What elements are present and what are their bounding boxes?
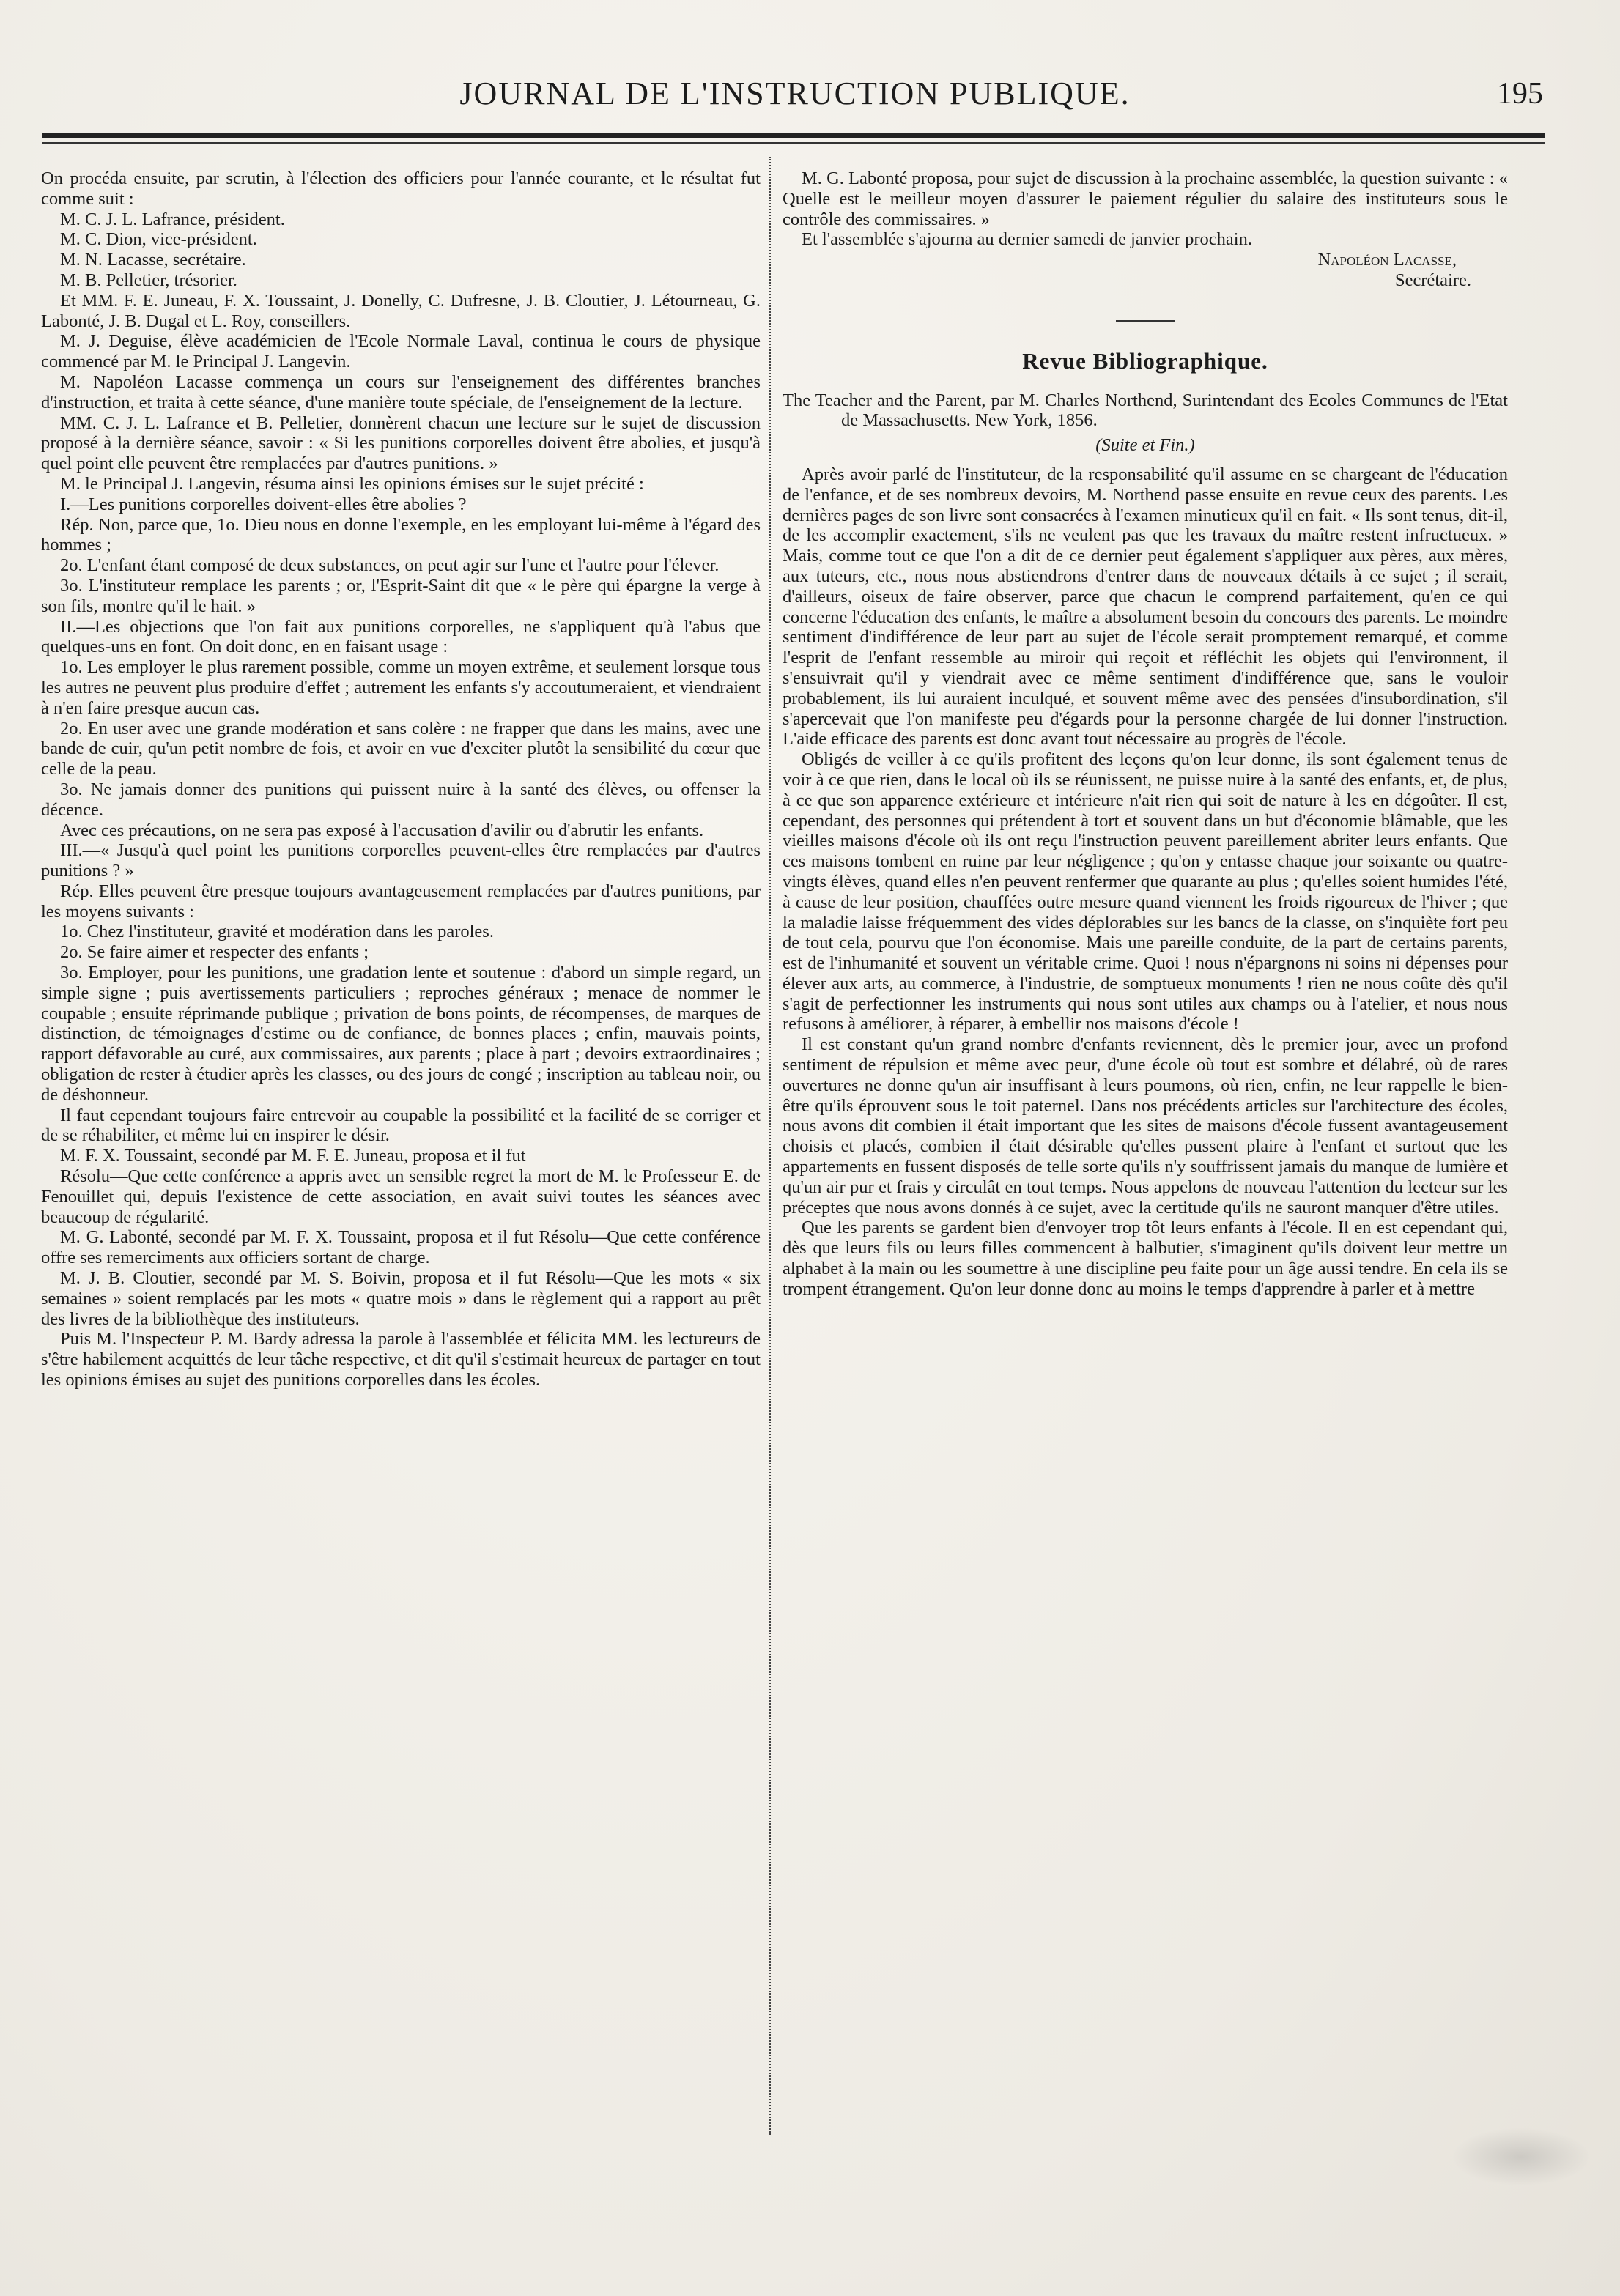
officer-line: M. C. Dion, vice-président. bbox=[60, 229, 257, 250]
paragraph: M. F. X. Toussaint, secondé par M. F. E. Juneau, proposa et il fut bbox=[60, 1146, 526, 1166]
paragraph: Que les parents se gardent bien d'envoyer trop tôt leurs enfants à l'école. Il en est cependant qui, dès que leurs fils ou leurs filles commencent à balbutier, s'imaginent qu'ils doivent leur mettre un alphabet à la main ou les soumettre à une discipline peu faite pour un âge aussi tendre. En cela ils se trompent étrangement. Qu'on leur donne donc au moins le temps d'apprendre à parler et à mettre bbox=[783, 1218, 1508, 1299]
paragraph: Rép. Elles peuvent être presque toujours avantageusement remplacées par d'autres punitions, par les moyens suivants : bbox=[41, 881, 761, 922]
officer-line: M. N. Lacasse, secrétaire. bbox=[60, 250, 246, 270]
paragraph: 1o. Chez l'instituteur, gravité et modération dans les paroles. bbox=[60, 922, 494, 942]
paragraph: Il est constant qu'un grand nombre d'enfants reviennent, dès le premier jour, avec un profond sentiment de répulsion et même avec peur, d'une école où tout est sombre et délabré, où de rares ouvertures ne donne qu'un air insuffisant à leurs poumons, où rien, enfin, ne leur rappelle le bien-être qu'ils éprouvent sous le toit paternel. Dans nos précédents articles sur l'architecture des écoles, nous avons dit combien il était important que les sites de maisons d'école fussent avantageusement choisis et placés, combien il était désirable qu'elles pussent plaire à l'enfant et surtout que les appartements en fussent disposés de telle sorte qu'ils n'y souffrissent jamais du manque de lumière et qu'un air pur et frais y circulât en tout temps. Nous appelons de nouveau l'attention du lecteur sur les préceptes que nous avons donnés à ce sujet, avec la certitude qu'ils ne sauront manquer d'être utiles. bbox=[783, 1034, 1508, 1218]
paragraph: M. Napoléon Lacasse commença un cours sur l'enseignement des différentes branches d'instruction, et traita à cette séance, d'une manière toute spéciale, de l'enseignement de la lecture. bbox=[41, 371, 761, 412]
paper-stain bbox=[1451, 2127, 1591, 2186]
paragraph: 2o. Se faire aimer et respecter des enfants ; bbox=[60, 942, 369, 963]
paragraph: Il faut cependant toujours faire entrevoir au coupable la possibilité et la facilité de se corriger et de se réhabiliter, et même lui en inspirer le désir. bbox=[41, 1105, 761, 1146]
paragraph: 1o. Les employer le plus rarement possible, comme un moyen extrême, et seulement lorsque tous les autres ne peuvent plus produire d'effet ; autrement les enfants s'y accoutumeraient, et viendraient à n'en faire presque aucun cas. bbox=[41, 657, 761, 718]
signature-name: Napoléon Lacasse, bbox=[1317, 250, 1457, 270]
paragraph: On procéda ensuite, par scrutin, à l'élection des officiers pour l'année courante, et le résultat fut comme suit : bbox=[41, 169, 761, 209]
journal-title: JOURNAL DE L'INSTRUCTION PUBLIQUE. bbox=[459, 75, 1131, 111]
book-reference: The Teacher and the Parent, par M. Charles Northend, Surintendant des Ecoles Communes de l'Etat de Massachusetts. New York, 1856. bbox=[783, 390, 1508, 431]
paragraph: MM. C. J. L. Lafrance et B. Pelletier, donnèrent chacun une lecture sur le sujet de discussion proposé à la dernière séance, savoir : « Si les punitions corporelles doivent être abolies, et jusqu'à quel point elle peuvent être remplacées par d'autres punitions. » bbox=[41, 412, 761, 474]
officer-line: M. C. J. L. Lafrance, président. bbox=[60, 209, 285, 229]
resolution: M. J. B. Cloutier, secondé par M. S. Boivin, proposa et il fut Résolu—Que les mots « six semaines » soient remplacés par les mots « quatre mois » dans le règlement qui a rapport au prêt des livres de la bibliothèque des instituteurs. bbox=[41, 1268, 761, 1329]
paragraph: II.—Les objections que l'on fait aux punitions corporelles, ne s'appliquent qu'à l'abus que quelques-uns en font. On doit donc, en en faisant usage : bbox=[41, 616, 761, 657]
paragraph: 2o. En user avec une grande modération et sans colère : ne frapper que dans les mains, avec une bande de cuir, qu'un petit nombre de fois, et avoir en vue d'exciter plutôt la sensibilité du cœur que celle de la peau. bbox=[41, 718, 761, 779]
resolution: M. G. Labonté, secondé par M. F. X. Toussaint, proposa et il fut Résolu—Que cette conférence offre ses remerciments aux officiers sortant de charge. bbox=[41, 1227, 761, 1268]
paragraph: III.—« Jusqu'à quel point les punitions corporelles peuvent-elles être remplacées par d'autres punitions ? » bbox=[41, 840, 761, 881]
page-number: 195 bbox=[1497, 77, 1543, 111]
paragraph: Obligés de veiller à ce qu'ils profitent des leçons qu'on leur donne, ils sont également tenus de voir à ce que rien, dans le local où ils se réunissent, ne puisse nuire à la santé des enfants, et, de plus, à ce que son apparence extérieure et intérieure n'ait rien qui soit de nature à les en dégoûter. Il est, cependant, des personnes qui prétendent à tort et souvent dans un but d'économie blâmable, que les vieilles maisons d'école où ils ont reçu l'instruction peuvent pareillement abriter leurs enfants. Que ces maisons tombent en ruine par leur négligence ; qu'on y entasse chaque jour soixante ou quatre-vingts élèves, quand elles n'en peuvent renfermer que quarante au plus ; qu'elles soient humides l'été, à cause de leur position, chauffées outre mesure quand viennent les froids rigoureux de l'hiver ; que la maladie laisse fréquemment des vides déplorables sur les bancs de la classe, on s'inquiète fort peu de tout cela, pourvu que l'on économise. Mais une pareille conduite, de la part de certains parents, est de l'inhumanité et souvent un véritable crime. Quoi ! nous n'épargnons ni soins ni dépenses pour élever aux arts, au commerce, à l'industrie, de somptueux monuments ! rien ne nous coûte dès qu'il s'agit de perfectionner les instruments qui nous sont utiles aux champs ou à l'atelier, et nous nous refusons à améliorer, à réparer, à embellir nos maisons d'école ! bbox=[783, 749, 1508, 1034]
paragraph: Et MM. F. E. Juneau, F. X. Toussaint, J. Donelly, C. Dufresne, J. B. Cloutier, J. Létourneau, G. Labonté, J. B. Dugal et L. Roy, conseillers. bbox=[41, 290, 761, 331]
paragraph: Puis M. l'Inspecteur P. M. Bardy adressa la parole à l'assemblée et félicita MM. les lectureurs de s'être habilement acquittés de leur tâche respective, et dit qu'il s'estimait heureux de partager en tout les opinions émises au sujet des punitions corporelles dans les écoles. bbox=[41, 1329, 761, 1390]
resolution: Résolu—Que cette conférence a appris avec un sensible regret la mort de M. le Professeur E. de Fenouillet qui, depuis l'existence de cette association, en avait suivi toutes les séances avec beaucoup de régularité. bbox=[41, 1166, 761, 1227]
header-rule-thick bbox=[42, 133, 1545, 138]
running-header bbox=[44, 70, 1546, 114]
officer-line: M. B. Pelletier, trésorier. bbox=[60, 270, 237, 290]
paragraph: Avec ces précautions, on ne sera pas exposé à l'accusation d'avilir ou d'abrutir les enfants. bbox=[60, 820, 704, 840]
paragraph: M. G. Labonté proposa, pour sujet de discussion à la prochaine assemblée, la question suivante : « Quelle est le meilleur moyen d'assurer le paiement régulier du salaire des instituteurs sous le contrôle des commissaires. » bbox=[783, 169, 1508, 229]
paragraph: I.—Les punitions corporelles doivent-elles être abolies ? bbox=[60, 494, 467, 514]
suite-label: (Suite et Fin.) bbox=[1095, 435, 1195, 456]
paragraph: 3o. L'instituteur remplace les parents ; or, l'Esprit-Saint dit que « le père qui épargne la verge à son fils, montre qu'il le hait. » bbox=[41, 575, 761, 616]
paragraph: Après avoir parlé de l'instituteur, de la responsabilité qu'il assume en se chargeant de l'éducation de l'enfance, et de ses nombreux devoirs, M. Northend passe ensuite en revue ceux des parents. Les dernières pages de son livre sont consacrées à l'examen minutieux qu'il en fait. « Ils sont tenus, dit-il, de les accomplir exactement, s'ils ne veulent pas que les travaux du maître restent infructueux. » Mais, comme tout ce que l'on a dit de ce dernier peut également s'appliquer aux pères, aux mères, aux tuteurs, etc., nous nous abstiendrons d'entrer dans de nouveaux détails à ce sujet ; il serait, d'ailleurs, oiseux de faire observer, parce que chacun le comprend parfaitement, qu'en ce qui concerne l'éducation des enfants, le maître a absolument besoin du concours des parents. Le moindre sentiment d'indifférence de leur part au sujet de l'école serait promptement remarqué, et comme l'esprit de l'enfant ressemble au miroir qui reçoit et réfléchit les objets qui l'environnent, il s'ensuivrait qu'il y viendrait avec ce même sentiment d'indifférence que, sans le vouloir probablement, ils lui auraient inculqué, et souvent même avec des pensées d'insubordination, s'il s'apercevait que l'on manifeste peu d'égards pour la personne chargée de lui donner l'instruction. L'aide efficace des parents est donc avant tout nécessaire au progrès de l'école. bbox=[783, 464, 1508, 749]
paragraph: M. J. Deguise, élève académicien de l'Ecole Normale Laval, continua le cours de physique commencé par M. le Principal J. Langevin. bbox=[41, 331, 761, 372]
paragraph: Et l'assemblée s'ajourna au dernier samedi de janvier prochain. bbox=[802, 229, 1252, 250]
signature-title: Secrétaire. bbox=[1394, 270, 1471, 290]
paragraph: 3o. Ne jamais donner des punitions qui puissent nuire à la santé des élèves, ou offenser la décence. bbox=[41, 779, 761, 820]
paragraph: Rép. Non, parce que, 1o. Dieu nous en donne l'exemple, en les employant lui-même à l'égard des hommes ; bbox=[41, 514, 761, 555]
section-title: Revue Bibliographique. bbox=[1022, 347, 1268, 374]
column-divider bbox=[769, 157, 771, 2135]
paragraph: 2o. L'enfant étant composé de deux substances, on peut agir sur l'une et l'autre pour l'élever. bbox=[60, 555, 720, 576]
paragraph: 3o. Employer, pour les punitions, une gradation lente et soutenue : d'abord un simple regard, un simple signe ; puis avertissements particuliers ; reproches généraux ; menace de nommer le coupable ; ensuite réprimande publique ; privation de bons points, de récompenses, de marques de distinction, de témoignages d'estime ou de confiance, de bonnes places ; enfin, mauvais points, rapport défavorable au curé, aux commissaires, aux parents ; place à part ; devoirs extraordinaires ; obligation de rester à étudier après les classes, ou des jours de congé ; inscription au tableau noir, ou de déshonneur. bbox=[41, 963, 761, 1105]
section-divider bbox=[1116, 320, 1175, 322]
header-rule-thin bbox=[42, 142, 1545, 144]
paragraph: M. le Principal J. Langevin, résuma ainsi les opinions émises sur le sujet précité : bbox=[60, 473, 644, 494]
right-column bbox=[783, 169, 1508, 1300]
left-column bbox=[41, 169, 761, 1390]
